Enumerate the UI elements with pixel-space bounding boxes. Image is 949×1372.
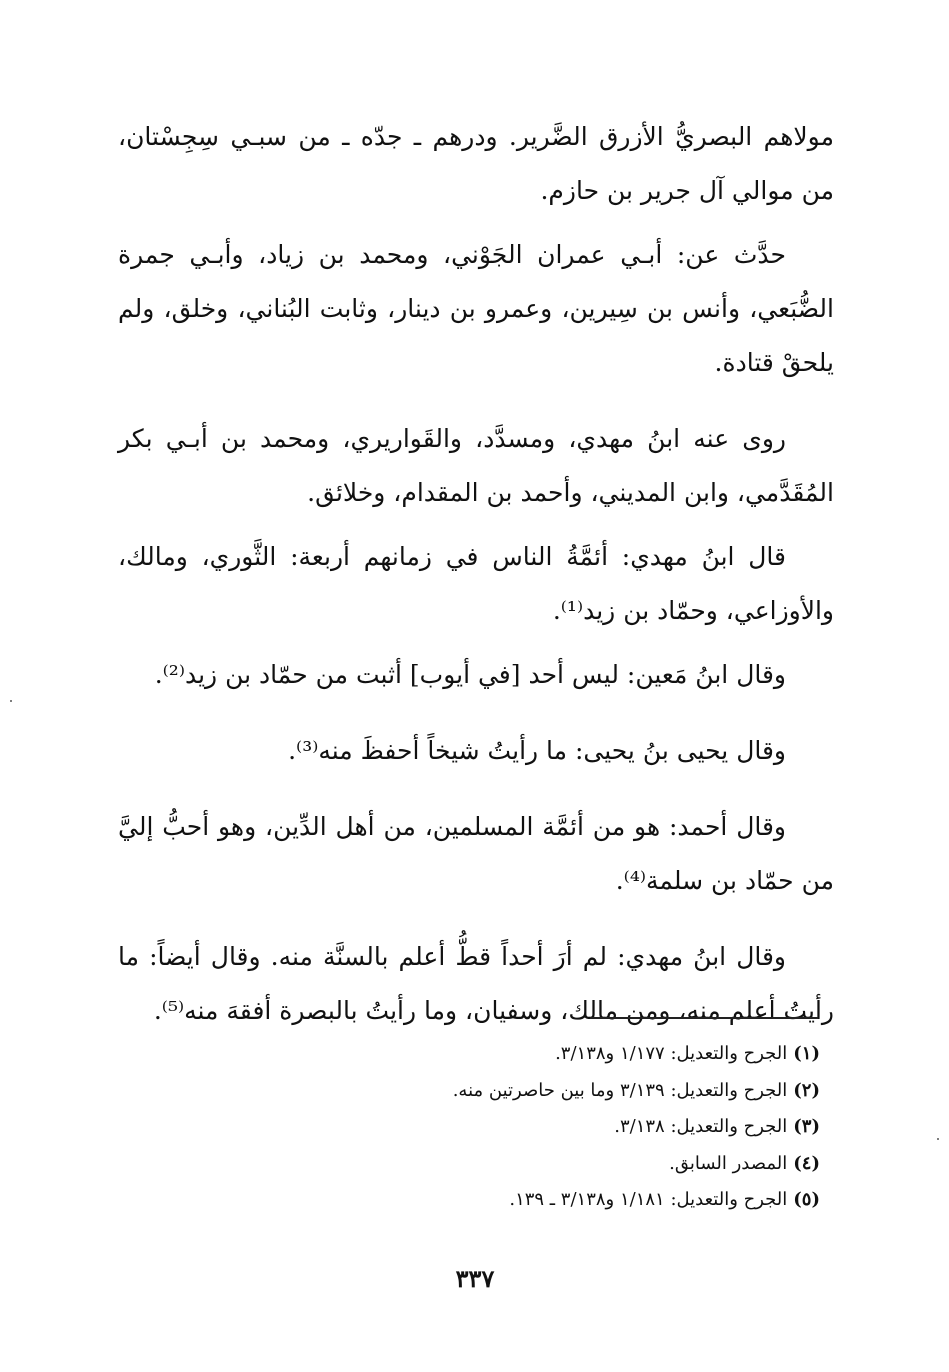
paragraph-lineage: مولاهم البصريُّ الأزرق الضَّرير. ودرهم ـ جدّه ـ من سبـي سِجِسْتان، من موالي آل جرير بن حازم. (118, 122, 834, 205)
footnote-number: (٤) (793, 1152, 820, 1174)
scan-speck (10, 700, 12, 702)
footnote-3 (300, 1109, 820, 1146)
footnote-text: الجرح والتعديل: ١/١٧٧ و٣/١٣٨. (555, 1043, 788, 1064)
footnote-divider (590, 1017, 818, 1019)
scan-speck (937, 1138, 939, 1140)
paragraph-quote-ibn-mahdi-2: وقال ابنُ مهدي: لم أرَ أحداً قطُّ أعلم بالسنَّة منه. وقال أيضاً: ما رأيتُ أعلم منه، ومن مالك، وسفيان، وما رأيتُ بالبصرة أفقهَ منه⁽⁵⁾. (118, 942, 834, 1025)
footnote-number: (٣) (793, 1116, 820, 1137)
paragraph-quote-ibn-mahdi: قال ابنُ مهدي: أئمَّةُ الناس في زمانهم أربعة: الثَّوري، ومالك، والأوزاعي، وحمّاد بن زيد⁽¹⁾. (118, 542, 834, 625)
footnote-number: (٥) (793, 1189, 820, 1210)
footnote-1 (300, 1036, 820, 1073)
footnote-2 (300, 1073, 820, 1110)
paragraph-quote-yahya: وقال يحيى بنُ يحيى: ما رأيتُ شيخاً أحفظَ منه⁽³⁾. (288, 736, 786, 765)
paragraph-quote-ibn-maeen: وقال ابنُ مَعين: ليس أحد [في أيوب] أثبت من حمّاد بن زيد⁽²⁾. (154, 660, 786, 689)
footnote-4 (300, 1146, 820, 1183)
footnote-5 (300, 1182, 820, 1219)
footnote-number: (٢) (793, 1079, 820, 1101)
paragraph-students: روى عنه ابنُ مهدي، ومسدَّد، والقَواريري، ومحمد بن أبـي بكر المُقَدَّمي، وابن المديني، وأحمد بن المقدام، وخلائق. (118, 424, 834, 507)
footnote-text: الجرح والتعديل: ٣/١٣٨. (614, 1116, 788, 1137)
footnote-text: الجرح والتعديل: ٣/١٣٩ وما بين حاصرتين منه. (452, 1079, 788, 1101)
main-text (118, 110, 834, 1054)
page-number: ٣٣٧ (455, 1264, 495, 1293)
footnote-text: المصدر السابق. (669, 1152, 788, 1174)
paragraph-quote-ahmad: وقال أحمد: هو من أئمَّة المسلمين، من أهل الدِّين، وهو أحبُّ إليَّ من حمّاد بن سلمة⁽⁴⁾. (118, 812, 834, 895)
footnotes (300, 1036, 820, 1219)
footnote-number: (١) (793, 1043, 820, 1064)
footnote-text: الجرح والتعديل: ١/١٨١ و٣/١٣٨ ـ ١٣٩. (509, 1189, 788, 1210)
paragraph-teachers: حدَّث عن: أبـي عمران الجَوْني، ومحمد بن زياد، وأبـي جمرة الضُّبَعي، وأنس بن سِيرين، وعمرو بن دينار، وثابت البُناني، وخلق، ولم يلحقْ قتادة. (118, 240, 834, 377)
